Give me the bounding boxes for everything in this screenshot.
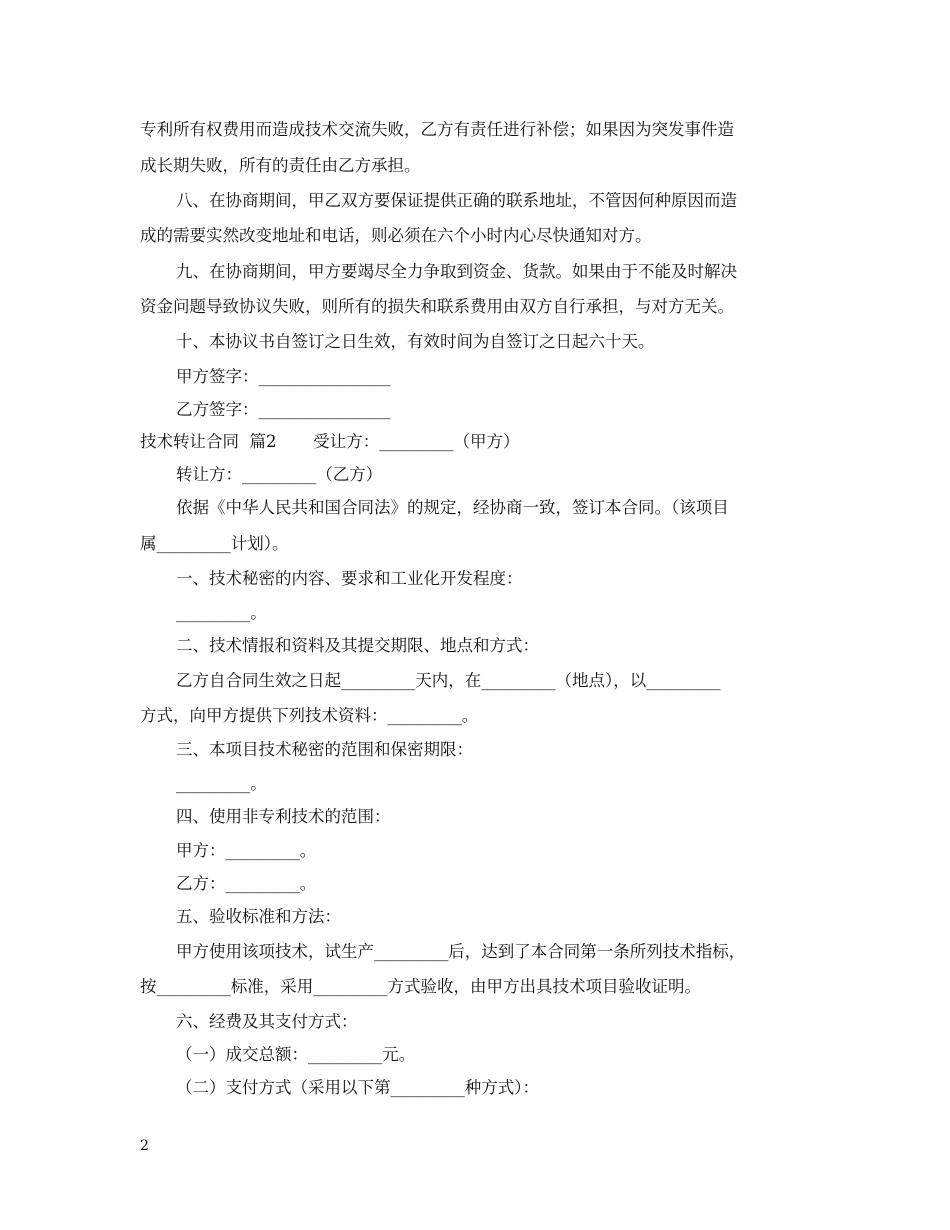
- text-line: 五、验收标准和方法：: [176, 907, 341, 926]
- text-line: 资金问题导致协议失败，则所有的损失和联系费用由双方自行承担，与对方无关。: [140, 297, 734, 316]
- text-line: 四、使用非专利技术的范围：: [176, 807, 391, 826]
- text-line: 依据《中华人民共和国合同法》的规定，经协商一致，签订本合同。（该项目: [176, 498, 729, 517]
- text-line: 属_________计划）。: [140, 534, 289, 553]
- text-line: 十、本协议书自签订之日生效，有效时间为自签订之日起六十天。: [176, 332, 655, 351]
- text-line: （一）成交总额：_________元。: [176, 1045, 416, 1064]
- text-line: 乙方自合同生效之日起_________天内，在_________（地点），以_________: [176, 671, 721, 690]
- text-line: 成的需要实然改变地址和电话，则必须在六个小时内心尽快通知对方。: [140, 226, 652, 245]
- text-line: 专利所有权费用而造成技术交流失败，乙方有责任进行补偿；如果因为突发事件造: [140, 120, 734, 139]
- text-line: _________。: [176, 603, 267, 622]
- text-line: 九、在协商期间，甲方要竭尽全力争取到资金、货款。如果由于不能及时解决: [176, 262, 737, 281]
- text-line: 方式，向甲方提供下列技术资料：_________。: [140, 706, 479, 725]
- text-line: 成长期失败，所有的责任由乙方承担。: [140, 156, 421, 175]
- text-line: 三、本项目技术秘密的范围和保密期限：: [176, 740, 473, 759]
- section-heading: 技术转让合同 篇2 受让方：_________（甲方）: [140, 432, 520, 451]
- text-line: 二、技术情报和资料及其提交期限、地点和方式：: [176, 636, 539, 655]
- text-line: 转让方：_________（乙方）: [176, 465, 383, 484]
- text-line: 甲方使用该项技术，试生产_________后，达到了本合同第一条所列技术指标，: [176, 942, 746, 961]
- signature-line-party-a: 甲方签字：________________: [176, 367, 391, 386]
- text-line: 八、在协商期间，甲乙双方要保证提供正确的联系地址，不管因何种原因而造: [176, 191, 737, 210]
- text-line: _________。: [176, 774, 267, 793]
- text-line: 一、技术秘密的内容、要求和工业化开发程度：: [176, 569, 523, 588]
- text-line: 甲方：_________。: [176, 841, 317, 860]
- text-line: （二）支付方式（采用以下第_________种方式）：: [176, 1078, 539, 1097]
- text-line: 六、经费及其支付方式：: [176, 1012, 358, 1031]
- signature-line-party-b: 乙方签字：________________: [176, 400, 391, 419]
- page-number: 2: [140, 1138, 149, 1154]
- text-line: 按_________标准，采用_________方式验收，由甲方出具技术项目验收证明。: [140, 977, 701, 996]
- text-line: 乙方：_________。: [176, 874, 317, 893]
